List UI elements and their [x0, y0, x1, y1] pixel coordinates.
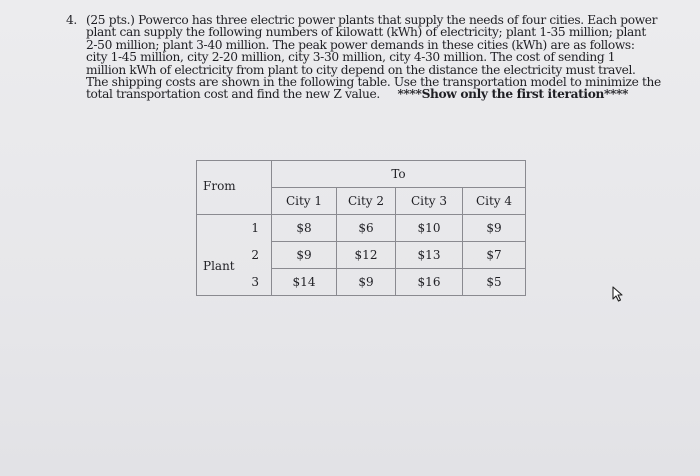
cost-cell: $13: [396, 242, 463, 269]
cost-cell: $12: [337, 242, 396, 269]
problem-line: million kWh of electricity from plant to city depend on the distance the electricity must travel.: [86, 62, 636, 77]
problem-line: (25 pts.) Powerco has three electric power plants that supply the needs of four cities. Each power: [86, 13, 658, 27]
problem-line: The shipping costs are shown in the following table. Use the transportation model to minimize the: [86, 75, 661, 90]
from-header: [197, 161, 272, 215]
mouse-cursor-icon: [612, 286, 626, 302]
cost-cell: $7: [463, 242, 526, 269]
cost-cell: $6: [337, 215, 396, 242]
table-row: [197, 215, 526, 242]
column-header-city-1: City 1: [272, 188, 337, 215]
column-header-city-2: City 2: [337, 188, 396, 215]
problem-line-last: [86, 87, 629, 102]
cost-cell: $14: [272, 269, 337, 296]
cost-cell: $9: [463, 215, 526, 242]
plant-numbers: [251, 215, 259, 296]
cost-cell: $16: [396, 269, 463, 296]
problem-line: plant can supply the following numbers of kilowatt (kWh) of electricity; plant 1-35 million; plant: [86, 25, 646, 40]
to-header: [272, 161, 526, 188]
cost-cell: $9: [272, 242, 337, 269]
cost-cell: $10: [396, 215, 463, 242]
problem-line: city 1-45 million, city 2-20 million, city 3-30 million, city 4-30 million. The cost of sending 1: [86, 50, 616, 65]
from-label: From: [203, 179, 236, 193]
column-header-city-3: City 3: [396, 188, 463, 215]
problem-text: [66, 13, 661, 102]
plant-label: Plant: [203, 259, 235, 273]
plant-number: 2: [251, 248, 259, 262]
to-label: To: [391, 167, 406, 181]
first-iteration-note: ****Show only the first iteration****: [397, 87, 629, 102]
problem-line: 2-50 million; plant 3-40 million. The peak power demands in these cities (kWh) are as follows:: [86, 37, 635, 52]
plant-number: 1: [251, 221, 259, 235]
plant-number: 3: [251, 275, 259, 289]
problem-number: 4.: [66, 13, 77, 27]
column-header-city-4: City 4: [463, 188, 526, 215]
cost-cell: $5: [463, 269, 526, 296]
cost-cell: $9: [337, 269, 396, 296]
problem-last-text: total transportation cost and find the new Z value.: [86, 87, 380, 102]
plant-header: [197, 215, 272, 296]
cost-cell: $8: [272, 215, 337, 242]
cost-table: [196, 160, 526, 296]
